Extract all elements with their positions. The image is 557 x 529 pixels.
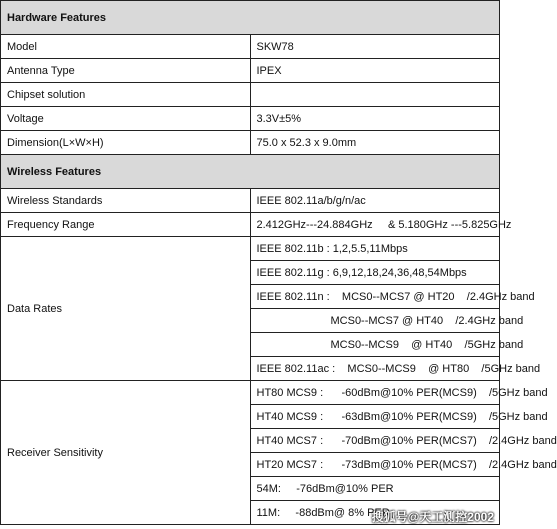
row-value: 54M: -76dBm@10% PER <box>250 477 500 501</box>
spec-row-voltage <box>1 107 500 131</box>
spec-row-standards <box>1 189 500 213</box>
row-value: MCS0--MCS7 @ HT40 /2.4GHz band <box>250 309 500 333</box>
row-value: HT40 MCS9 : -63dBm@10% PER(MCS9) /5GHz band <box>250 405 500 429</box>
spec-row-frequency <box>1 213 500 237</box>
spec-row-data-rates <box>1 237 500 261</box>
row-value: IEEE 802.11n : MCS0--MCS7 @ HT20 /2.4GHz band <box>250 285 500 309</box>
row-value: HT20 MCS7 : -73dBm@10% PER(MCS7) /2.4GHz band <box>250 453 500 477</box>
section-header-hardware <box>1 1 500 35</box>
row-value: HT40 MCS7 : -70dBm@10% PER(MCS7) /2.4GHz band <box>250 429 500 453</box>
section-header-wireless <box>1 155 500 189</box>
spec-row-receiver <box>1 381 500 405</box>
spec-row-dimension <box>1 131 500 155</box>
row-label: Model <box>1 35 251 59</box>
row-label: Voltage <box>1 107 251 131</box>
row-value: IEEE 802.11b : 1,2,5.5,11Mbps <box>250 237 500 261</box>
spec-row-antenna <box>1 59 500 83</box>
row-label: Wireless Standards <box>1 189 251 213</box>
row-label: Antenna Type <box>1 59 251 83</box>
row-value: 3.3V±5% <box>250 107 500 131</box>
row-value: 75.0 x 52.3 x 9.0mm <box>250 131 500 155</box>
row-value: IEEE 802.11a/b/g/n/ac <box>250 189 500 213</box>
row-value: IPEX <box>250 59 500 83</box>
spec-row-model <box>1 35 500 59</box>
row-label: Receiver Sensitivity <box>1 381 251 525</box>
section-title: Hardware Features <box>1 1 500 35</box>
row-label: Frequency Range <box>1 213 251 237</box>
spec-row-chipset <box>1 83 500 107</box>
row-label: Dimension(L×W×H) <box>1 131 251 155</box>
row-value: HT80 MCS9 : -60dBm@10% PER(MCS9) /5GHz band <box>250 381 500 405</box>
row-value <box>250 83 500 107</box>
row-value: IEEE 802.11ac : MCS0--MCS9 @ HT80 /5GHz band <box>250 357 500 381</box>
row-value: 2.412GHz---24.884GHz & 5.180GHz ---5.825GHz <box>250 213 500 237</box>
row-value: IEEE 802.11g : 6,9,12,18,24,36,48,54Mbps <box>250 261 500 285</box>
row-label: Data Rates <box>1 237 251 381</box>
row-value: 11M: -88dBm@ 8% PER <box>250 501 500 525</box>
section-title: Wireless Features <box>1 155 500 189</box>
watermark: 搜狐号@天工测控2002 <box>371 510 494 524</box>
row-value: MCS0--MCS9 @ HT40 /5GHz band <box>250 333 500 357</box>
row-value: SKW78 <box>250 35 500 59</box>
row-label: Chipset solution <box>1 83 251 107</box>
